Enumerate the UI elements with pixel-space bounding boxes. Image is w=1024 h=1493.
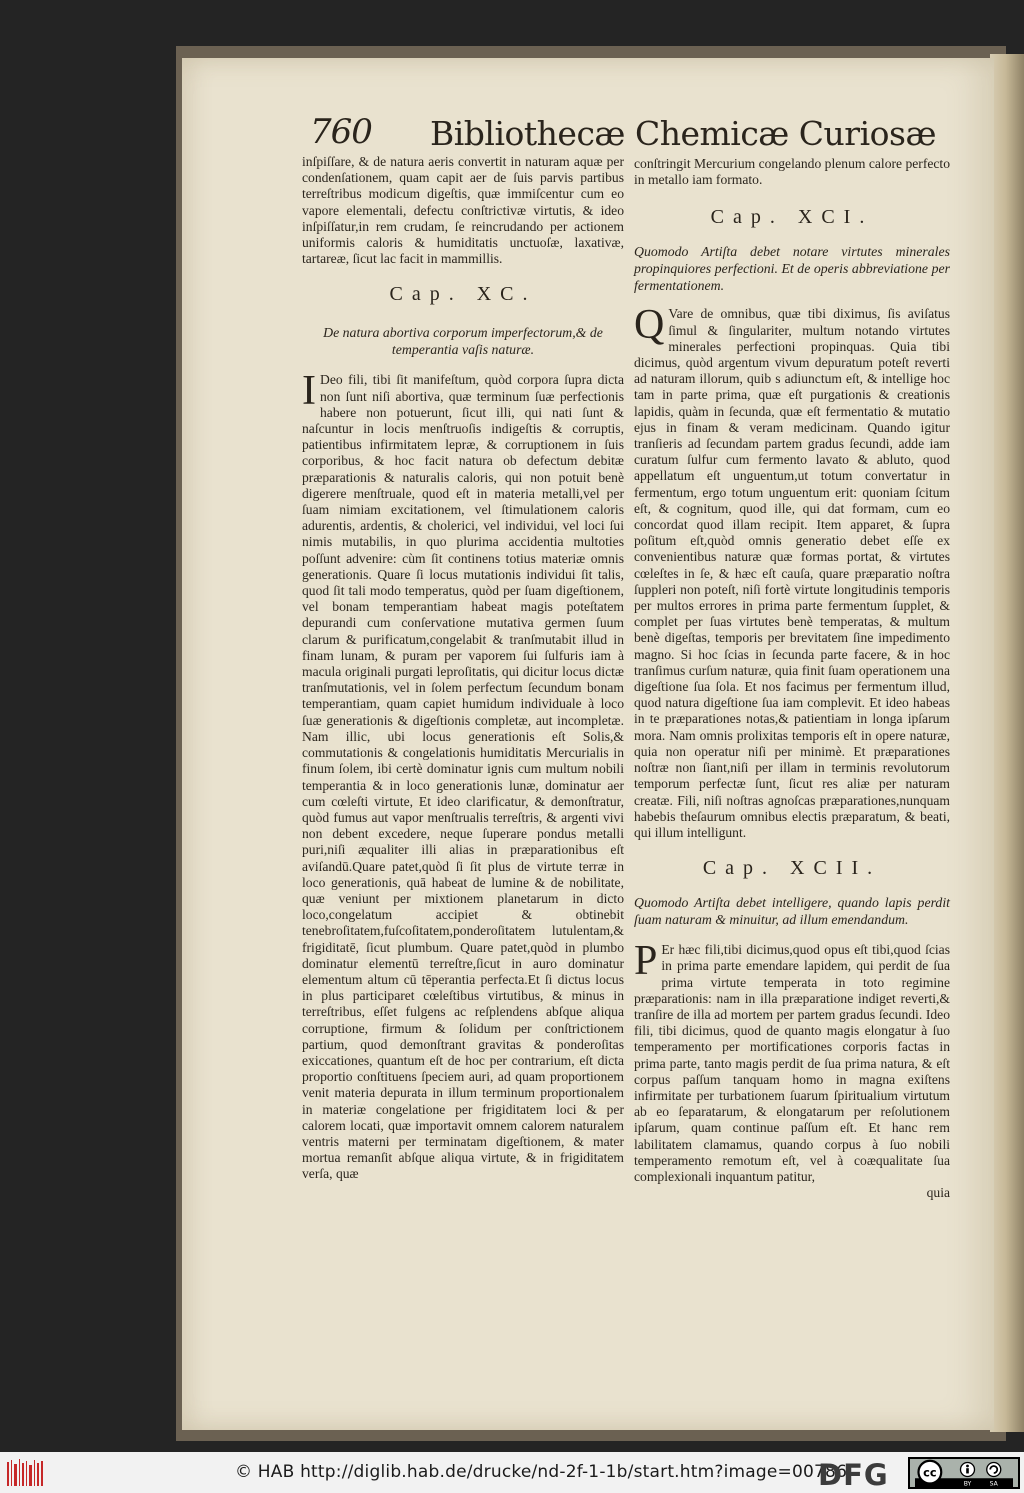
book-page	[182, 58, 994, 1430]
svg-text:BY: BY	[963, 1480, 972, 1488]
chapter-body-xcii	[634, 938, 950, 1185]
right-opening-paragraph: conſtringit Mercurium congelando plenum calore perfecto in metallo iam formato.	[634, 156, 950, 188]
chapter-body-text: Er hæc fili,tibi dicimus,quod opus eſt tibi,quod ſcias in prima parte emendare lapidem, qui perdit de ſua prima virtute temperata in toto regimine præparationis: nam in illa præparatione indiget reverti,& tranſire de illa ad mortem per partem gradus ſecundi. Ideo fili, tibi dicimus, quod de quanto magis elongatur à ſuo temperamento per mortificationes corporis factas in prima parte, tanto magis perdit de ſua prima natura, & eſt corpus paſſum tanquam homo in magna exiſtens infirmitate per turbationem ſuarum ſpiritualium virtutum ab eo ſeparatarum, & elongatarum per reſolutionem ipſarum, quam continue paſſum eſt. Et hanc rem labilitatem clamamus, quando corpus à ſuo nobili temperamento remotum eſt, vel à coæqualitate ſua complexionali inquantum patitur,	[634, 942, 950, 1184]
drop-cap: Q	[634, 302, 665, 349]
dfg-logo: DFG	[818, 1458, 889, 1492]
chapter-body-xci	[634, 302, 950, 841]
drop-cap: I	[302, 368, 316, 415]
barcode-icon	[6, 1458, 46, 1488]
running-title: Bibliothecæ Chemicæ Curiosæ	[430, 114, 936, 153]
copyright-link[interactable]: © HAB http://diglib.hab.de/drucke/nd-2f-1-1b/start.htm?image=00786	[235, 1462, 848, 1482]
chapter-body-text: Vare de omnibus, quæ tibi diximus, ſis aviſatus ſimul & ſingulariter, multum notando virtutes minerales perfectioni propinquas. Quia tibi dicimus, quòd argentum vivum depuratum poteſt reverti ad naturam illorum, quib s adiunctum eſt, & intellige hoc tam in parte prima, quæ eſt purgationis & creationis lapidis, quàm in ſecunda, quæ eſt fermentatio & mutatio ejus in finam & veram medicinam. Quando igitur tranſieris ad ſecundam partem gradus ſecundi, adde iam curatum ſulfur cum fermento lavato & abluto, quod appellatum eſt unguentum,ut totum convertatur in fermentum, ergo totum unguentum erit: quoniam ſcitum eſt, & cognitum, quod ille, qui dat formam, cum eo concordat quod illam recipit. Item apparet, & ſupra poſitum eſt,quòd omnis generatio debet eſſe ex convenientibus naturæ quæ formas portat, & virtutes cœleſtes in ſe, & hæc eſt cauſa, quare præparatio noſtra ſuppleri non poteſt, niſi fortè virtute longitudinis temporis per multos errores in prima parte fermentum ſupplet, & complet per ſuas virtutes benè temperatas, & multum benè digeſtas, temporis per brevitatem ſine impedimento magno. Si hoc ſcias in ſecunda parte facere, & in hoc tranſimus curſum naturæ, quia finit ſuam operationem una digeſtione ſua ſola. Et nos facimus per fermentum illud, quod natura digeſtione ſua iam complevit. Et ideo habeas in te præparationes notas,& patientiam in longa ipſarum mora. Nam omnis prolixitas temporis eſt in opere naturæ, quia non operatur niſi per minimè. Et præparationes noſtræ non ſiant,niſi per illam in terminis revolutorum temporum perfectæ ſunt, ſicut res aliæ per naturam creatæ. Fili, niſi noſtras agnoſcas præparationes,nunquam habebis theſaurum omnibus electis præparatum, & beati, qui illum intelligunt.	[634, 306, 950, 840]
chapter-rubric-xci: Quomodo Artiſta debet notare virtutes minerales propinquiores perfectioni. Et de operis abbreviatione per fermentationem.	[634, 244, 950, 294]
catchword: quia	[926, 1185, 950, 1201]
left-opening-paragraph: inſpiſſare, & de natura aeris convertit in naturam aquæ per condenſationem, quam capit aer de ſuis parvis partibus terreſtribus modicum digeſtis, quæ immiſcentur cum eo vapore elementali, defectu conſtrictivæ virtutis, & ideo inſpiſſatur,in rem crudam, ſe reincrudando per actionem uniformis caloris & humiditatis unctuoſæ, laxativæ, tartareæ, ſicut lac facit in mammillis.	[302, 154, 624, 267]
drop-cap: P	[634, 938, 658, 985]
chapter-heading-xc: Cap. XC.	[389, 283, 537, 306]
chapter-rubric-xc: De natura abortiva corporum imperfectorum,& de temperantia vaſis naturæ.	[323, 325, 603, 358]
svg-text:SA: SA	[989, 1480, 998, 1488]
right-column	[634, 156, 950, 1201]
page-number: 760	[310, 112, 372, 152]
chapter-heading-xci: Cap. XCI.	[710, 206, 874, 229]
viewer-footer	[0, 1452, 1024, 1493]
chapter-body-xc	[302, 368, 624, 1182]
chapter-heading-xcii: Cap. XCII.	[702, 857, 882, 880]
chapter-body-text: Deo fili, tibi ſit manifeſtum, quòd corpora ſupra dicta non ſunt niſi abortiva, quæ terminum ſuæ perfectionis habere non potuerunt, ſicut illi, qui nati ſunt & naſcuntur in locis menſtruoſis indigeſtis & corruptis, patientibus infirmitatem lepræ, & corruptionem in ſuis corporibus, & hoc facit natura ob defectum debitæ præparationis & naturalis caloris, qui non potuit benè digerere menſtruale, quod eſt in materia metalli,vel per ſuam nimiam excitationem, vel ſtimulationem caloris adurentis, ardentis, & cholerici, vel individui, vel loci ſui nimis mutabilis, in quo plurima accidentia multoties poſſunt advenire: cùm ſit continens totius materiæ omnis generationis. Quare ſi locus mutationis individui ſit talis, quod ſit tali modo temperatus, quòd per ſuam digeſtionem, vel bonam temperantiam habeat magis poteſtatem depurandi cum conſervatione mutativa germen ſuum clarum & purificatum,congelabit & tranſmutabit illud in finam lunam, & puram per vaporem ſui ſulfuris iam à macula originali purgati leproſitatis, qui dicitur locus dictæ tranſmutationis, vel in ſolem perfectum ſecundum bonam temperantiam, quam capiet humidum individuale à loco ſuæ generationis & digeſtionis completæ, aut incompletæ. Nam illic, ubi locus generationis eſt Solis,& commutationis & congelationis humiditatis Mercurialis in finum ſolem, ibi certè dominatur ignis cum multum nobili temperantia & in loco generationis lunæ, dominatur aer cum cœleſti virtute, Et ideo clarificatur, & demonſtratur, quòd fumus aut vapor menſtrualis terreſtris, & argenti vivi non debent excedere, neque ſuperare pondus metalli puri,niſi æqualiter illi alias in præparationibus eſt aviſandū.Quare patet,quòd ſi ſit plus de virtute terræ in loco generationis, quā habeat de lumine & de nobilitate, quæ veniunt per mixtionem planetarum in dicto loco,congelatum accipiet & obtinebit tenebroſitatem,fuſcoſitatem,ponderoſitatem lutulentam,& frigiditatē, ſicut plumbum. Quare patet,quòd in plumbo dominatur elementū terreſtre,ſicut in auro dominatur elementum altum cū tēperantia perfecta.Et ſi dictus locus in plus participaret cœleſtibus virtutibus, & minus in terreſtribus, eſſet fulgens ac reſplendens abſque aliqua corruptione, firmum & ſolidum per conſtrictionem partium, quod demonſtrant gravitas & ponderoſitas exiccationes, quantum eſt de hoc per contrarium, eſt dicta proportio conſtituens ſpeciem auri, ad quam proportionem venit materia depurata in illum terminum proportionalem in materiæ congelatione per frigiditatem loci & per calorem locati, quæ importavit omnem calorem naturalem ventris materni per terminatam digeſtionem, & mater mortua remanſit abſque aliqua virtute, & in frigiditatem verſa, quæ	[302, 372, 624, 1182]
cc-license-badge[interactable]	[908, 1457, 1020, 1489]
running-head	[310, 112, 950, 160]
svg-text:cc: cc	[923, 1465, 937, 1480]
book-fore-edge	[990, 54, 1024, 1432]
left-column	[302, 154, 624, 1183]
chapter-rubric-xcii: Quomodo Artiſta debet intelligere, quando lapis perdit ſuam naturam & minuitur, ad illum emendandum.	[634, 895, 950, 928]
